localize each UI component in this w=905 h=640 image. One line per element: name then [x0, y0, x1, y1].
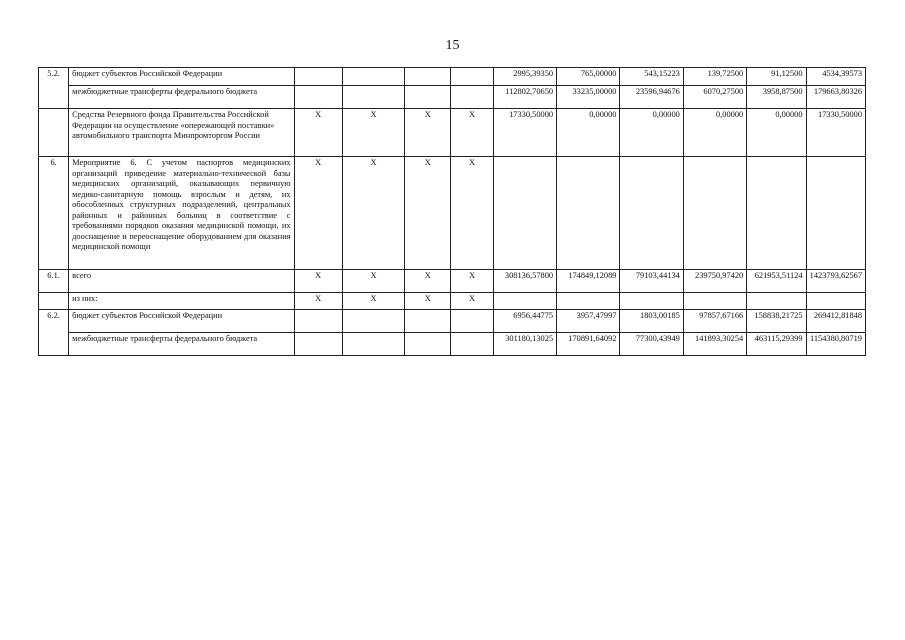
value-cell: 0,00000 — [557, 109, 620, 157]
row-description: Мероприятие 6. С учетом паспортов медицинских организаций приведение материально-технической базы медицинских организаций, оказывающих первичную медико-санитарную помощь взрослым и детям, их обособленных структурных подразделений, центральных районных и районных больниц в соответствие с требованиями порядков оказания медицинской помощи, их дооснащение и переоснащение оборудованием для оказания медицинской помощи — [69, 157, 294, 270]
mark-cell: X — [294, 270, 342, 293]
value-cell: 141893,30254 — [683, 333, 746, 356]
value-cell: 543,15223 — [620, 68, 683, 86]
value-cell — [747, 157, 806, 270]
mark-cell — [294, 333, 342, 356]
mark-cell: X — [451, 157, 493, 270]
mark-cell: X — [294, 109, 342, 157]
value-cell — [557, 157, 620, 270]
value-cell: 6070,27500 — [683, 86, 746, 109]
value-cell: 3958,87500 — [747, 86, 806, 109]
value-cell: 4534,39573 — [806, 68, 865, 86]
mark-cell: X — [342, 270, 404, 293]
row-number — [39, 293, 69, 310]
mark-cell — [342, 86, 404, 109]
table-row — [39, 86, 866, 109]
row-number: 6. — [39, 157, 69, 270]
value-cell: 17330,50000 — [806, 109, 865, 157]
value-cell: 1154380,80719 — [806, 333, 865, 356]
row-description: межбюджетные трансферты федерального бюджета — [69, 333, 294, 356]
mark-cell: X — [405, 293, 451, 310]
value-cell: 2995,39350 — [493, 68, 556, 86]
table-row — [39, 68, 866, 86]
value-cell: 23596,94676 — [620, 86, 683, 109]
value-cell: 308136,57800 — [493, 270, 556, 293]
mark-cell — [451, 310, 493, 333]
mark-cell — [342, 310, 404, 333]
mark-cell — [294, 86, 342, 109]
mark-cell: X — [451, 293, 493, 310]
mark-cell: X — [294, 157, 342, 270]
value-cell: 1423793,62567 — [806, 270, 865, 293]
value-cell: 17330,50000 — [493, 109, 556, 157]
value-cell: 170891,64092 — [557, 333, 620, 356]
mark-cell: X — [342, 157, 404, 270]
table-row — [39, 293, 866, 310]
mark-cell: X — [405, 270, 451, 293]
mark-cell — [405, 86, 451, 109]
value-cell: 79103,44134 — [620, 270, 683, 293]
row-description: бюджет субъектов Российской Федерации — [69, 68, 294, 86]
value-cell — [747, 293, 806, 310]
value-cell — [683, 157, 746, 270]
value-cell: 239750,97420 — [683, 270, 746, 293]
mark-cell — [451, 68, 493, 86]
table-row — [39, 333, 866, 356]
mark-cell — [294, 68, 342, 86]
value-cell: 158838,21725 — [747, 310, 806, 333]
value-cell: 91,12500 — [747, 68, 806, 86]
mark-cell — [451, 333, 493, 356]
table-row — [39, 157, 866, 270]
budget-table — [38, 67, 866, 356]
value-cell — [557, 293, 620, 310]
value-cell: 0,00000 — [747, 109, 806, 157]
value-cell: 0,00000 — [683, 109, 746, 157]
value-cell — [620, 293, 683, 310]
row-number: 5.2. — [39, 68, 69, 109]
table-row — [39, 109, 866, 157]
mark-cell — [342, 333, 404, 356]
value-cell: 0,00000 — [620, 109, 683, 157]
value-cell: 139,72500 — [683, 68, 746, 86]
mark-cell — [342, 68, 404, 86]
value-cell: 6956,44775 — [493, 310, 556, 333]
row-description: бюджет субъектов Российской Федерации — [69, 310, 294, 333]
mark-cell — [451, 86, 493, 109]
value-cell: 463115,29399 — [747, 333, 806, 356]
mark-cell — [405, 333, 451, 356]
value-cell: 77300,43949 — [620, 333, 683, 356]
value-cell: 765,00000 — [557, 68, 620, 86]
value-cell: 1803,00185 — [620, 310, 683, 333]
mark-cell: X — [294, 293, 342, 310]
value-cell: 301180,13025 — [493, 333, 556, 356]
row-number — [39, 109, 69, 157]
mark-cell — [294, 310, 342, 333]
mark-cell: X — [451, 270, 493, 293]
table-row — [39, 310, 866, 333]
value-cell: 112802,70650 — [493, 86, 556, 109]
row-description: из них: — [69, 293, 294, 310]
mark-cell: X — [342, 293, 404, 310]
mark-cell: X — [451, 109, 493, 157]
value-cell — [806, 157, 865, 270]
value-cell — [493, 157, 556, 270]
value-cell — [620, 157, 683, 270]
value-cell — [806, 293, 865, 310]
value-cell — [493, 293, 556, 310]
table-row — [39, 270, 866, 293]
mark-cell — [405, 310, 451, 333]
row-number: 6.2. — [39, 310, 69, 356]
page-number: 15 — [445, 38, 460, 53]
row-description: Средства Резервного фонда Правительства Российской Федерации на осуществление «опережающей поставки» автомобильного транспорта Минпромторгом России — [69, 109, 294, 157]
value-cell: 621953,51124 — [747, 270, 806, 293]
mark-cell: X — [405, 157, 451, 270]
value-cell: 174849,12089 — [557, 270, 620, 293]
value-cell: 3957,47997 — [557, 310, 620, 333]
mark-cell: X — [342, 109, 404, 157]
row-description: межбюджетные трансферты федерального бюджета — [69, 86, 294, 109]
value-cell: 179663,80326 — [806, 86, 865, 109]
mark-cell — [405, 68, 451, 86]
value-cell: 269412,81848 — [806, 310, 865, 333]
value-cell: 33235,00000 — [557, 86, 620, 109]
value-cell: 97857,67166 — [683, 310, 746, 333]
row-number: 6.1. — [39, 270, 69, 293]
mark-cell: X — [405, 109, 451, 157]
row-description: всего — [69, 270, 294, 293]
value-cell — [683, 293, 746, 310]
